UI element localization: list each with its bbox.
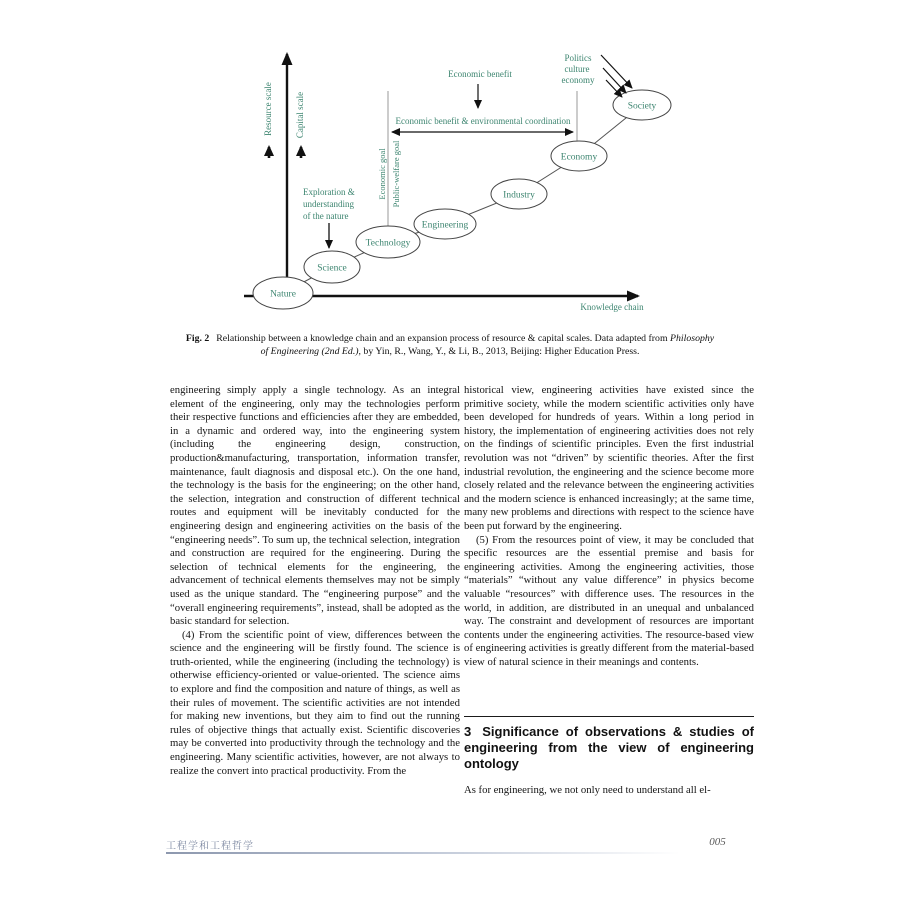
figure-node-science [304, 251, 360, 283]
paragraph: As for engineering, we not only need to understand all el- [464, 784, 711, 796]
figure-number: Fig. 2 [185, 333, 210, 344]
figure-node-engineering [414, 209, 476, 239]
caption-italic-source: of Engineering (2nd Ed.), [260, 346, 361, 357]
figure-node-technology [356, 226, 420, 258]
section-number: 3 [464, 724, 472, 739]
annotation-text: Exploration & [303, 187, 355, 197]
paragraph: (5) From the resources point of view, it may be concluded that specific resources are the essential premise and basis for engineering activities. Among the engineering activities, those “materials” “without any value difference” in physics become valuable “resources” with difference uses. The resources in the world, in addition, are distributed in an unequal and unbalanced way. The constraint and development of resources are important contents under the engineering activities. The resource-based view of engineering activities is greatly different from the material-based view of natural science in their meanings and contents. [464, 533, 754, 668]
knowledge-chain-label: Knowledge chain [580, 302, 644, 312]
politics-annotation [562, 53, 633, 97]
node-label: Technology [365, 238, 411, 249]
caption-italic-source: Philosophy [670, 333, 715, 344]
paragraph: engineering simply apply a single technology. As an integral element of the engineering, only may the technologies perform their respective functions and efficiencies after they are embedded, in a dynamic and ordered way, into the engineering system (including the engineering design, construction, production&manufacturing, transportation, information transfer, maintenance, fault diagnosis and disposal etc.). On the one hand, the technology is the basis for the engineering; on the other hand, the selection, integration and construction of different technical routes and equipment will be inevitably conducted for the engineering design and engineering activities on the basis of the “engineering needs”. To sum up, the technical selection, integration and construction are required for the engineering. During the selection of technical elements for the engineering, the advancement of technical elements themselves may not be simply used as the unique standard. The “engineering purpose” and the “overall engineering requirements”, instead, shall be adopted as the basic standard for selection. [170, 384, 460, 628]
annotation-text: understanding [303, 199, 354, 209]
footer-divider [166, 852, 680, 854]
section-title: Significance of observations & studies of engineering from the view of engineering ontology [464, 724, 754, 771]
economic-goal-label: Economic goal [377, 148, 387, 200]
figure-node-economy [551, 141, 607, 171]
exploration-annotation [303, 187, 355, 248]
node-label: Nature [270, 289, 296, 300]
caption-line-2 [140, 345, 760, 358]
node-label: Economy [560, 152, 598, 163]
node-label: Science [317, 263, 347, 274]
public-welfare-goal-label: Public-welfare goal [391, 140, 401, 208]
caption-text: Relationship between a knowledge chain and an expansion process of resource & capital scales. Data adapted from [216, 333, 671, 344]
caption-line-1 [140, 332, 760, 345]
resource-scale-label: Resource scale [263, 82, 273, 136]
economic-benefit-label: Economic benefit [448, 69, 512, 79]
node-label: Engineering [421, 220, 469, 231]
page-number: 005 [709, 836, 726, 848]
capital-scale-label: Capital scale [295, 91, 305, 139]
annotation-text: Politics [564, 53, 592, 63]
coordination-label: Economic benefit & environmental coordination [395, 116, 571, 126]
figure-caption [140, 332, 760, 358]
node-label: Industry [503, 190, 535, 201]
body-column-left [170, 384, 460, 834]
paragraph: historical view, engineering activities have existed since the primitive society, while the modern scientific activities only have been developed for hundreds of years. Within a long period in history, the implementation of engineering activities does not rely on the findings of scientific principles. Even the first industrial revolution was not “driven” by scientific theories. After the first industrial revolution, the engineering and the science become more closely related and the relevance between the engineering activities and the modern science is enhanced increasingly; at the same time, many new problems and directions with respect to the science have been put forward by the engineering. [464, 384, 754, 532]
influence-arrow-icon [606, 80, 622, 97]
body-column-right [464, 384, 754, 798]
annotation-text: economy [561, 75, 595, 85]
figure-2-diagram [0, 0, 900, 330]
running-footer-title: 工程学和工程哲学 [166, 841, 254, 852]
figure-node-nature [253, 277, 313, 309]
figure-node-society [613, 90, 671, 120]
node-label: Society [627, 101, 657, 112]
figure-node-industry [491, 179, 547, 209]
caption-text: by Yin, R., Wang, Y., & Li, B., 2013, Beijing: Higher Education Press. [360, 346, 640, 357]
right-column-text [464, 384, 754, 702]
paragraph: (4) From the scientific point of view, differences between the science and the engineering will be firstly found. The science is truth-oriented, while the engineering (including the technology) is otherwise efficiency-oriented or value-oriented. The science aims to explore and find the composition and nature of things, as well as their rules of movement. The scientific activities are not intended for making new inventions, but they aim to find out the running rules of objective things that actually exist. Scientific discoveries may be converted into productivity through the technology and the engineering. Many scientific activities, however, are not always to realize the convert into practical productivity. From the [170, 628, 460, 777]
annotation-text: culture [564, 64, 590, 74]
annotation-text: of the nature [303, 211, 349, 221]
section-heading [464, 716, 754, 772]
